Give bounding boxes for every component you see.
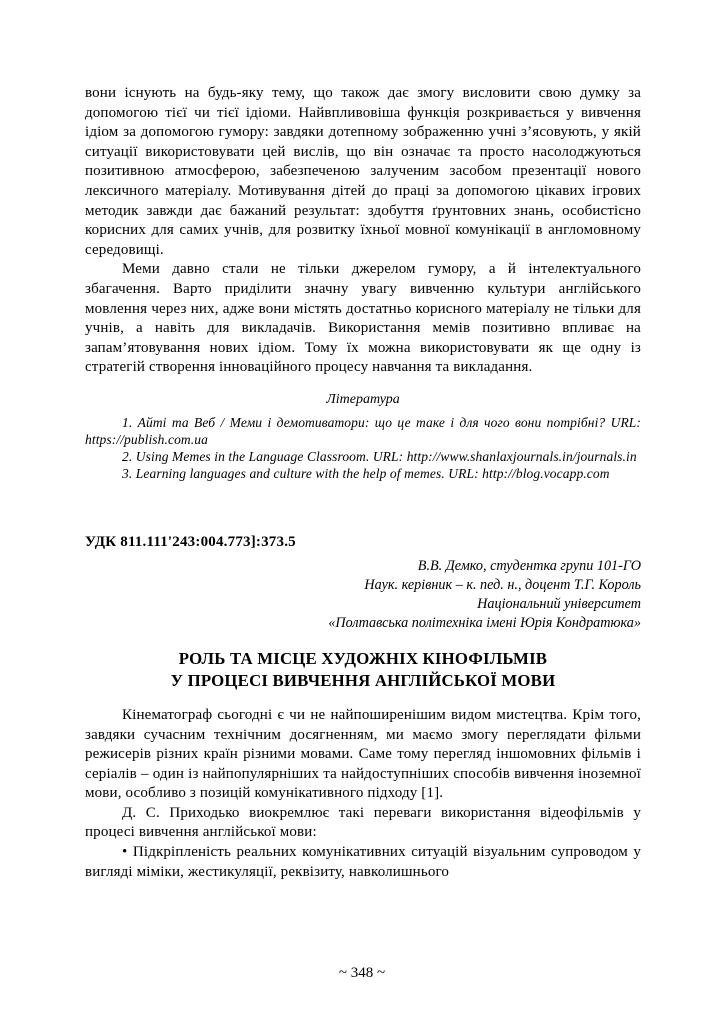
author-line: В.В. Демко, студентка групи 101-ГО	[417, 557, 641, 574]
paragraph-memes: Меми давно стали не тільки джерелом гумору, а й інтелектуального збагачення. Варто приділити значну увагу вивченню культури англійського мовлення через них, адже вони містять достатньо корисного матеріалу не тільки для учнів, а навіть для викладачів. Використання мемів позитивно впливає на запам’ятовування нових ідіом. Тому їх можна використовувати як ще одну із стратегій створення інноваційного процесу навчання та викладання.	[85, 261, 641, 376]
paragraph-continuation: вони існують на будь-яку тему, що також дає змогу висловити свою думку за допомогою тієї чи тієї ідіоми. Найвпливовіша функція розкривається у вивчення ідіом за допомогою гумору: завдяки дотепному зображенню учні з’ясовують, у якій ситуації використовувати цей вислів, що він означає та просто насолоджуються позитивною атмосферою, забезпеченою залученим засобом презентації нового лексичного матеріалу. Мотивування дітей до праці за допомогою цікавих ігрових методик завжди дає бажаний результат: здобуття ґрунтовних знань, особистісно корисних для самих учнів, для розвитку їхньої мовної комунікації в англомовному середовищі.	[85, 85, 641, 258]
literature-heading: Література	[326, 391, 400, 407]
university-line: Національний університет	[477, 595, 641, 612]
bullet-item: • Підкріпленість реальних комунікативних ситуацій візуальним супроводом у вигляді міміки, жестикуляції, реквізиту, навколишнього	[85, 844, 641, 880]
page-content	[85, 84, 641, 882]
paragraph-prykhodko: Д. С. Приходько виокремлює такі переваги використання відеофільмів у процесі вивчення англійської мови:	[85, 804, 641, 841]
article-title-line1: РОЛЬ ТА МІСЦЕ ХУДОЖНІХ КІНОФІЛЬМІВ	[178, 648, 548, 668]
reference-item: 1. Айті та Веб / Меми і демотиватори: що це таке і для чого вони потрібні? URL: https://publish.com.ua	[85, 414, 641, 447]
university-name-line: «Полтавська політехніка імені Юрія Кондратюка»	[328, 614, 641, 631]
supervisor-line: Наук. керівник – к. пед. н., доцент Т.Г. Король	[364, 576, 641, 593]
author-block	[85, 557, 641, 633]
udk-code: УДК 811.111'243:004.773]:373.5	[85, 533, 296, 550]
reference-item: 3. Learning languages and culture with the help of memes. URL: http://blog.vocapp.com	[122, 465, 610, 481]
article-title-line2: У ПРОЦЕСІ ВИВЧЕННЯ АНГЛІЙСЬКОЇ МОВИ	[170, 671, 556, 691]
reference-item: 2. Using Memes in the Language Classroom. URL: http://www.shanlaxjournals.in/journals.in	[122, 448, 637, 464]
page-number: ~ 348 ~	[338, 965, 386, 981]
article-title	[85, 648, 641, 693]
paragraph-cinema-intro: Кінематограф сьогодні є чи не найпоширенішим видом мистецтва. Крім того, завдяки сучасним технічним досягненням, ми маємо змогу переглядати фільми режисерів різних країн різними мовами. Саме тому перегляд іншомовних фільмів і серіалів – один із найпопулярніших та найдоступніших способів вивчення іноземної мови, особливо з позицій комунікативного підходу [1].	[85, 706, 641, 802]
